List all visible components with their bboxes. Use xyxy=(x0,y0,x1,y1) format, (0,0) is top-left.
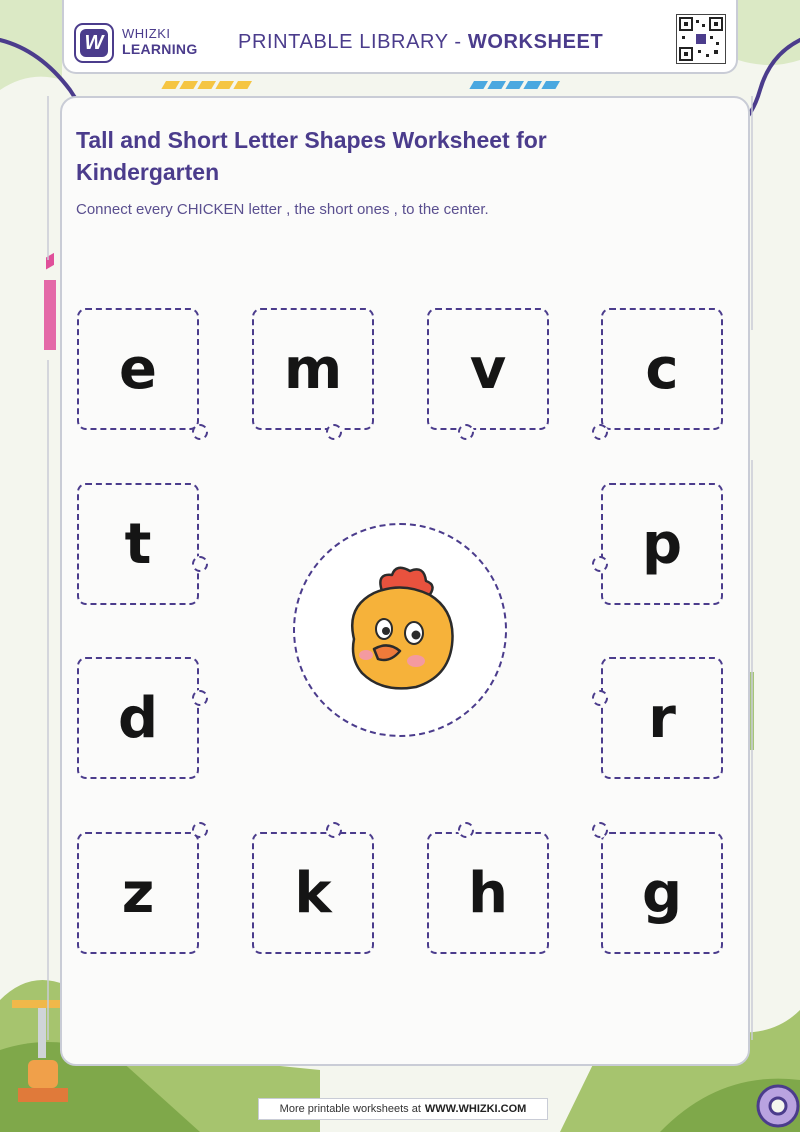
letter-tile[interactable]: d xyxy=(77,657,199,779)
connector-dot[interactable] xyxy=(192,690,208,706)
letter-tile[interactable]: e xyxy=(77,308,199,430)
brand-subtitle: LEARNING xyxy=(122,41,198,57)
brand-name: WHIZKI xyxy=(122,26,171,41)
library-label xyxy=(238,31,603,54)
letter-tile[interactable]: v xyxy=(427,308,549,430)
footer-text: More printable worksheets at xyxy=(279,1103,421,1115)
connector-dot[interactable] xyxy=(458,822,474,838)
whizki-logo xyxy=(74,23,114,63)
connector-dot[interactable] xyxy=(592,690,608,706)
letter-tile[interactable]: r xyxy=(601,657,723,779)
connector-dot[interactable] xyxy=(192,424,208,440)
connector-dot[interactable] xyxy=(592,822,608,838)
connector-dot[interactable] xyxy=(192,556,208,572)
letter-tile[interactable]: c xyxy=(601,308,723,430)
logo-letter: W xyxy=(80,29,108,57)
footer-link[interactable] xyxy=(258,1098,548,1120)
library-label-prefix: PRINTABLE LIBRARY - xyxy=(238,31,468,53)
chicken-icon xyxy=(330,563,470,703)
connector-dot[interactable] xyxy=(326,424,342,440)
connector-dot[interactable] xyxy=(326,822,342,838)
letter-tile[interactable]: m xyxy=(252,308,374,430)
worksheet-title: Tall and Short Letter Shapes Worksheet for Kindergarten xyxy=(76,127,547,185)
connector-dot[interactable] xyxy=(192,822,208,838)
worksheet-instructions: Connect every CHICKEN letter , the short ones , to the center. xyxy=(76,201,489,218)
library-label-type: WORKSHEET xyxy=(467,31,604,53)
qr-code-icon xyxy=(676,14,726,64)
connector-dot[interactable] xyxy=(592,556,608,572)
letter-tile[interactable]: g xyxy=(601,832,723,954)
letter-tile[interactable]: t xyxy=(77,483,199,605)
letter-tile[interactable]: h xyxy=(427,832,549,954)
letter-tile[interactable]: k xyxy=(252,832,374,954)
letter-tile[interactable]: z xyxy=(77,832,199,954)
footer-url[interactable]: WWW.WHIZKI.COM xyxy=(424,1103,527,1115)
connector-dot[interactable] xyxy=(458,424,474,440)
connector-dot[interactable] xyxy=(592,424,608,440)
letter-tile[interactable]: p xyxy=(601,483,723,605)
